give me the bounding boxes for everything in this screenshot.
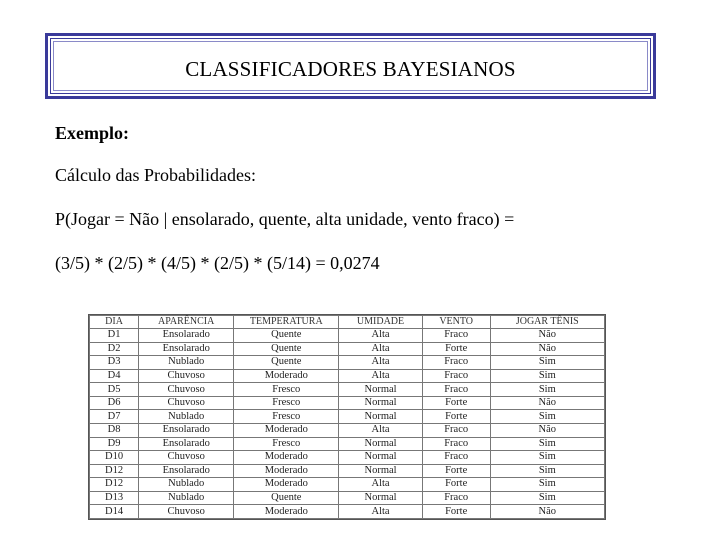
cell-umidade: Alta xyxy=(339,342,423,356)
cell-dia: D14 xyxy=(90,505,139,519)
cell-jogar-tenis: Sim xyxy=(490,356,604,370)
cell-dia: D9 xyxy=(90,437,139,451)
cell-temperatura: Quente xyxy=(234,329,339,343)
cell-temperatura: Fresco xyxy=(234,410,339,424)
cell-umidade: Normal xyxy=(339,437,423,451)
table-row xyxy=(90,464,605,478)
cell-jogar-tenis: Sim xyxy=(490,410,604,424)
cell-umidade: Alta xyxy=(339,369,423,383)
cell-temperatura: Fresco xyxy=(234,437,339,451)
cell-temperatura: Moderado xyxy=(234,464,339,478)
cell-umidade: Alta xyxy=(339,478,423,492)
cell-temperatura: Moderado xyxy=(234,369,339,383)
cell-temperatura: Moderado xyxy=(234,505,339,519)
cell-temperatura: Moderado xyxy=(234,423,339,437)
calc-subheading: Cálculo das Probabilidades: xyxy=(55,165,256,185)
cell-vento: Forte xyxy=(422,464,490,478)
table-row xyxy=(90,356,605,370)
cell-aparencia: Chuvoso xyxy=(139,505,234,519)
cell-umidade: Normal xyxy=(339,464,423,478)
cell-aparencia: Chuvoso xyxy=(139,451,234,465)
cell-jogar-tenis: Sim xyxy=(490,464,604,478)
cell-vento: Fraco xyxy=(422,451,490,465)
cell-jogar-tenis: Sim xyxy=(490,478,604,492)
cell-vento: Forte xyxy=(422,478,490,492)
cell-temperatura: Fresco xyxy=(234,396,339,410)
table-row xyxy=(90,342,605,356)
table-row xyxy=(90,423,605,437)
cell-vento: Fraco xyxy=(422,437,490,451)
cell-temperatura: Moderado xyxy=(234,451,339,465)
cell-dia: D3 xyxy=(90,356,139,370)
cell-jogar-tenis: Sim xyxy=(490,369,604,383)
table-row xyxy=(90,451,605,465)
cell-dia: D13 xyxy=(90,491,139,505)
cell-vento: Fraco xyxy=(422,383,490,397)
cell-jogar-tenis: Sim xyxy=(490,451,604,465)
cell-jogar-tenis: Sim xyxy=(490,491,604,505)
table-body xyxy=(90,329,605,519)
cell-aparencia: Ensolarado xyxy=(139,423,234,437)
cell-aparencia: Chuvoso xyxy=(139,369,234,383)
cell-dia: D8 xyxy=(90,423,139,437)
table-row xyxy=(90,369,605,383)
cell-aparencia: Nublado xyxy=(139,356,234,370)
header-vento: VENTO xyxy=(422,316,490,329)
cell-jogar-tenis: Não xyxy=(490,329,604,343)
cell-umidade: Normal xyxy=(339,383,423,397)
table-row xyxy=(90,505,605,519)
example-heading: Exemplo: xyxy=(55,123,129,143)
title-frame xyxy=(45,33,656,99)
cell-jogar-tenis: Não xyxy=(490,505,604,519)
header-dia: DIA xyxy=(90,316,139,329)
table-row xyxy=(90,383,605,397)
cell-umidade: Alta xyxy=(339,505,423,519)
cell-temperatura: Quente xyxy=(234,491,339,505)
cell-jogar-tenis: Não xyxy=(490,423,604,437)
cell-vento: Forte xyxy=(422,396,490,410)
cell-vento: Forte xyxy=(422,505,490,519)
table-row xyxy=(90,491,605,505)
cell-jogar-tenis: Sim xyxy=(490,383,604,397)
cell-vento: Fraco xyxy=(422,329,490,343)
cell-aparencia: Chuvoso xyxy=(139,396,234,410)
cell-jogar-tenis: Sim xyxy=(490,437,604,451)
cell-aparencia: Ensolarado xyxy=(139,342,234,356)
cell-dia: D7 xyxy=(90,410,139,424)
cell-dia: D2 xyxy=(90,342,139,356)
cell-dia: D12 xyxy=(90,478,139,492)
cell-dia: D12 xyxy=(90,464,139,478)
cell-dia: D10 xyxy=(90,451,139,465)
table-row xyxy=(90,410,605,424)
cell-vento: Fraco xyxy=(422,369,490,383)
table-row xyxy=(90,437,605,451)
header-aparencia: APARÊNCIA xyxy=(139,316,234,329)
cell-aparencia: Ensolarado xyxy=(139,329,234,343)
cell-umidade: Normal xyxy=(339,396,423,410)
cell-vento: Forte xyxy=(422,342,490,356)
table-row xyxy=(90,478,605,492)
cell-aparencia: Ensolarado xyxy=(139,464,234,478)
cell-umidade: Normal xyxy=(339,410,423,424)
weather-table-image xyxy=(88,314,606,520)
cell-aparencia: Chuvoso xyxy=(139,383,234,397)
cell-umidade: Alta xyxy=(339,423,423,437)
header-temperatura: TEMPERATURA xyxy=(234,316,339,329)
header-umidade: UMIDADE xyxy=(339,316,423,329)
cell-dia: D1 xyxy=(90,329,139,343)
cell-temperatura: Moderado xyxy=(234,478,339,492)
cell-dia: D4 xyxy=(90,369,139,383)
cell-aparencia: Ensolarado xyxy=(139,437,234,451)
cell-aparencia: Nublado xyxy=(139,491,234,505)
cell-temperatura: Quente xyxy=(234,342,339,356)
table-row xyxy=(90,329,605,343)
cell-umidade: Alta xyxy=(339,329,423,343)
cell-temperatura: Fresco xyxy=(234,383,339,397)
cell-vento: Fraco xyxy=(422,423,490,437)
cell-temperatura: Quente xyxy=(234,356,339,370)
cell-aparencia: Nublado xyxy=(139,410,234,424)
header-jogar-tenis: JOGAR TÊNIS xyxy=(490,316,604,329)
cell-vento: Fraco xyxy=(422,356,490,370)
cell-umidade: Alta xyxy=(339,356,423,370)
table-header-row xyxy=(90,316,605,329)
cell-dia: D5 xyxy=(90,383,139,397)
cell-vento: Forte xyxy=(422,410,490,424)
page-title: CLASSIFICADORES BAYESIANOS xyxy=(185,57,516,81)
cell-dia: D6 xyxy=(90,396,139,410)
cell-vento: Fraco xyxy=(422,491,490,505)
probability-formula: P(Jogar = Não | ensolarado, quente, alta unidade, vento fraco) = xyxy=(55,209,515,229)
table-row xyxy=(90,396,605,410)
cell-umidade: Normal xyxy=(339,491,423,505)
cell-jogar-tenis: Não xyxy=(490,396,604,410)
weather-table xyxy=(89,315,605,519)
cell-jogar-tenis: Não xyxy=(490,342,604,356)
cell-aparencia: Nublado xyxy=(139,478,234,492)
cell-umidade: Normal xyxy=(339,451,423,465)
probability-result: (3/5) * (2/5) * (4/5) * (2/5) * (5/14) = 0,0274 xyxy=(55,253,380,273)
